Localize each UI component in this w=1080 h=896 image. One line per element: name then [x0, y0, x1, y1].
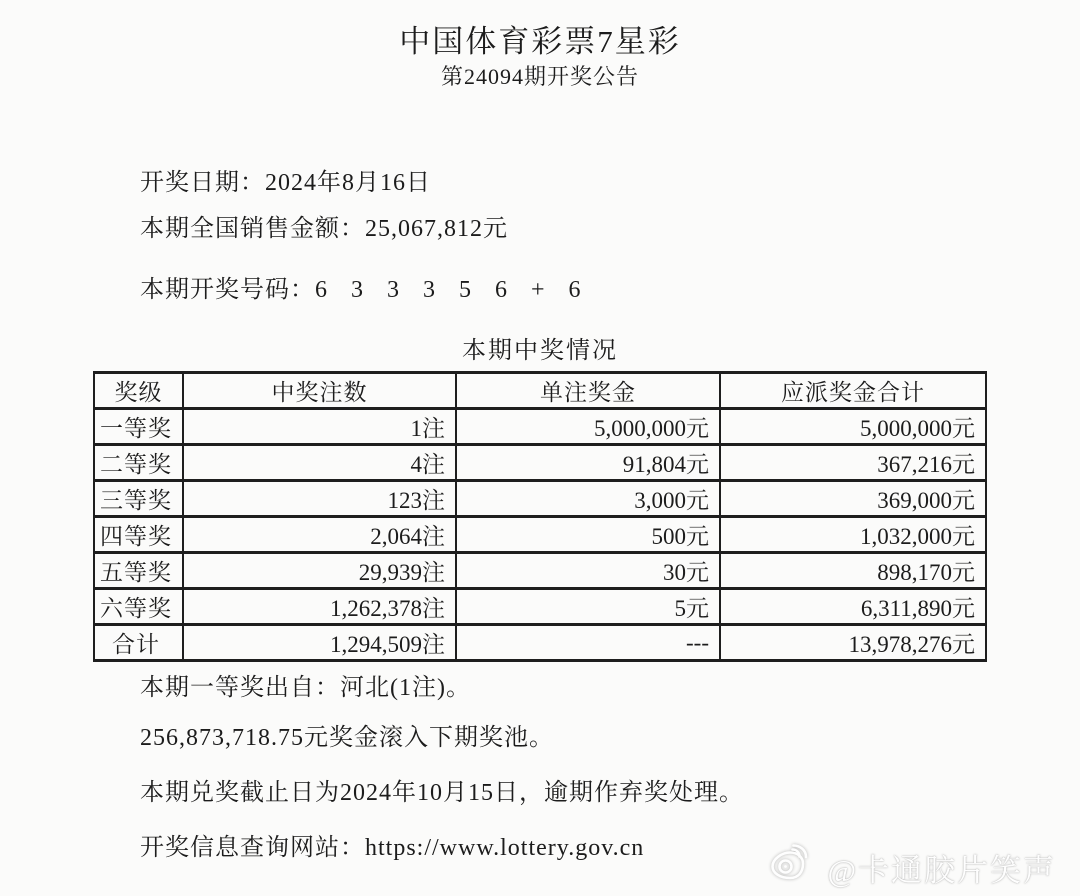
winning-numbers-line [140, 269, 590, 304]
prize-value-cell: 1注 [183, 409, 456, 445]
prize-value-cell: 5,000,000元 [720, 409, 986, 445]
prize-value-cell: 29,939注 [183, 553, 456, 589]
winning-numbers-label: 本期开奖号码： [140, 277, 315, 303]
table-row [94, 481, 986, 517]
page-title: 中国体育彩票7星彩 [399, 24, 681, 59]
column-header: 单注奖金 [456, 373, 720, 409]
prize-value-cell: --- [456, 625, 720, 661]
prize-value-cell: 367,216元 [720, 445, 986, 481]
prize-level-cell: 合计 [94, 625, 183, 661]
prize-value-cell: 500元 [456, 517, 720, 553]
table-row [94, 625, 986, 661]
weibo-icon [769, 844, 817, 890]
column-header: 中奖注数 [183, 373, 456, 409]
prize-level-cell: 一等奖 [94, 409, 183, 445]
prize-value-cell: 4注 [183, 445, 456, 481]
prize-section-title: 本期中奖情况 [462, 338, 618, 364]
deadline-line: 本期兑奖截止日为2024年10月15日，逾期作弃奖处理。 [140, 780, 744, 806]
first-prize-origin-line: 本期一等奖出自：河北(1注)。 [140, 675, 471, 701]
prize-value-cell: 30元 [456, 553, 720, 589]
prize-table-body [94, 409, 986, 661]
prize-level-cell: 五等奖 [94, 553, 183, 589]
prize-level-cell: 六等奖 [94, 589, 183, 625]
column-header: 奖级 [94, 373, 183, 409]
table-row [94, 553, 986, 589]
prize-value-cell: 2,064注 [183, 517, 456, 553]
sales-amount-line: 本期全国销售金额：25,067,812元 [140, 216, 508, 242]
prize-value-cell: 5,000,000元 [456, 409, 720, 445]
prize-value-cell: 123注 [183, 481, 456, 517]
prize-value-cell: 1,262,378注 [183, 589, 456, 625]
prize-value-cell: 1,032,000元 [720, 517, 986, 553]
draw-date-line: 开奖日期：2024年8月16日 [140, 170, 431, 196]
table-header-row [94, 373, 986, 409]
prize-level-cell: 三等奖 [94, 481, 183, 517]
prize-value-cell: 369,000元 [720, 481, 986, 517]
prize-value-cell: 898,170元 [720, 553, 986, 589]
table-row [94, 517, 986, 553]
table-row [94, 445, 986, 481]
prize-table [93, 371, 987, 662]
prize-value-cell: 91,804元 [456, 445, 720, 481]
prize-value-cell: 1,294,509注 [183, 625, 456, 661]
prize-value-cell: 5元 [456, 589, 720, 625]
table-row [94, 589, 986, 625]
prize-value-cell: 13,978,276元 [720, 625, 986, 661]
prize-value-cell: 6,311,890元 [720, 589, 986, 625]
watermark-text: @卡通胶片笑声 [827, 852, 1056, 888]
column-header: 应派奖金合计 [720, 373, 986, 409]
watermark [769, 844, 1056, 890]
prize-value-cell: 3,000元 [456, 481, 720, 517]
winning-numbers-value: 6 3 3 3 5 6 + 6 [315, 277, 590, 303]
page-subtitle: 第24094期开奖公告 [440, 64, 639, 89]
rollover-line: 256,873,718.75元奖金滚入下期奖池。 [140, 725, 554, 751]
prize-level-cell: 二等奖 [94, 445, 183, 481]
website-line: 开奖信息查询网站：https://www.lottery.gov.cn [140, 835, 645, 861]
prize-level-cell: 四等奖 [94, 517, 183, 553]
table-row [94, 409, 986, 445]
